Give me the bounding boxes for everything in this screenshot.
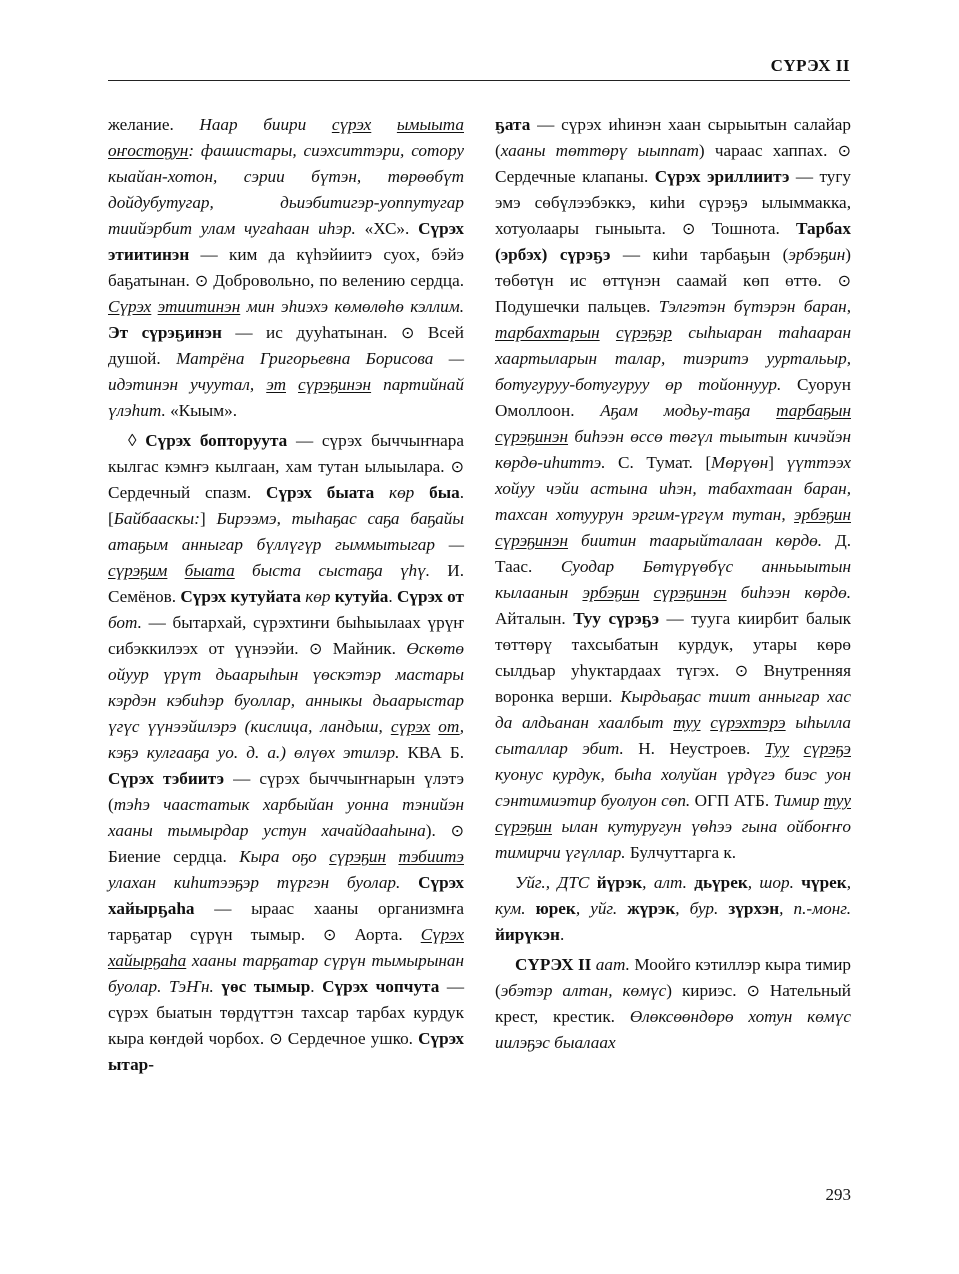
example-text: көр: [300, 587, 335, 606]
dictionary-paragraph: [108, 112, 464, 424]
headword: Сүрэх чопчута: [322, 977, 440, 996]
example-text: ыһылла сыталлар эбит.: [495, 713, 852, 758]
definition-text: — тууга киирбит балык төттөрү тахсыбатын курдук, утары көрө сылдьар уһуктардаах түгэх.: [495, 609, 852, 680]
example-text: сүрэҕим: [108, 561, 168, 580]
definition-text: — сүрэх быччыҥнара кылгас кэмҥэ кылгаан, хам тутан ылыылара.: [108, 431, 464, 476]
example-text: Байбааскы:: [113, 509, 200, 528]
right-column: [495, 112, 851, 1056]
definition-text: Аорта.: [336, 925, 421, 944]
russian-equivalent-marker-icon: ⊙: [837, 271, 851, 290]
definition-text: «Кыым».: [170, 401, 237, 420]
example-text: сүрэҕинэн: [495, 427, 569, 446]
example-text: Наар биири: [199, 115, 332, 134]
definition-text: Сердечное ушко.: [282, 1029, 419, 1048]
example-text: , кум.: [495, 873, 851, 918]
example-text: эрбэҕин: [582, 583, 640, 602]
headword: ҕата: [495, 115, 531, 134]
header-rule: [108, 80, 850, 81]
definition-text: ) төбөтүн ис өттүнэн саамай көп өттө.: [495, 245, 851, 290]
example-text: [371, 115, 397, 134]
definition-text: .: [559, 925, 565, 944]
example-text: сүрэҕинэн: [653, 583, 727, 602]
example-text: хааны төттөрү ыыппат: [500, 141, 699, 160]
definition-text: — ыраас хааны организмҥа тарҕатар сүрүн тымыр.: [108, 899, 464, 944]
example-text: сүрэх: [331, 115, 372, 134]
headword: СҮРЭХ II: [515, 955, 592, 974]
example-text: партийнай үлэһит.: [108, 375, 464, 420]
example-text: быата: [184, 561, 235, 580]
definition-text: КВА Б.: [407, 743, 464, 762]
headword: дьүрек: [694, 873, 748, 892]
russian-equivalent-marker-icon: ⊙: [734, 661, 749, 680]
headword: Сүрэх ытар-: [108, 1029, 464, 1074]
example-text: быста сыстаҕа үһү.: [234, 561, 448, 580]
example-text: сыһыаран таһааран хаартыларын талар, тиэритэ ууртальыр, ботугуруу-ботугуруу өр тойоннуур.: [495, 323, 851, 394]
running-head: СҮРЭХ II: [770, 56, 850, 75]
example-text: Мөрүөн: [711, 453, 769, 472]
definition-text: ОГП АТБ.: [694, 791, 774, 810]
example-text: ымыыта: [396, 115, 464, 134]
example-text: биитин таарыйталаан көрдө.: [568, 531, 835, 550]
dictionary-paragraph: [495, 112, 851, 866]
definition-text: Добровольно, по велению сердца.: [208, 271, 464, 290]
definition-text: Подушечки пальцев.: [495, 297, 659, 316]
left-column: [108, 112, 464, 1078]
definition-text: — ис дууһатынан.: [221, 323, 401, 342]
definition-text: ◊: [128, 431, 146, 450]
definition-text: Моойго кэтиллэр кыра тимир (: [495, 955, 852, 1000]
definition-text: — тугу эмэ сөбүлээбэккэ, киһи сүрэҕэ ылыммакка, хотуолаары гыныыта.: [495, 167, 851, 238]
example-text: сүрэхтэрэ: [710, 713, 786, 732]
example-text: [639, 583, 653, 602]
example-text: Бирээмэ, тыһаҕас саҕа баҕайы атаҕым анныгар бүллүгүр гыммытыгар —: [108, 509, 464, 554]
definition-text: «ХС».: [364, 219, 419, 238]
definition-text: — сүрэх быччыҥнарын үлэтэ (: [108, 769, 464, 814]
example-text: Тимир: [773, 791, 824, 810]
headword: үөс тымыр: [221, 977, 311, 996]
headword: юрек: [535, 899, 576, 918]
headword: кутуйа: [334, 587, 389, 606]
definition-text: — киһи тарбаҕын (: [610, 245, 789, 264]
definition-text: Сердечные клапаны.: [495, 167, 655, 186]
headword: йирүкэн: [495, 925, 560, 944]
headword: Сүрэх хайырҕаһа: [108, 873, 464, 918]
example-text: аат.: [591, 955, 630, 974]
example-text: Матрёна Григорьевна Борисова — идэтинэн учуутал,: [108, 349, 464, 394]
example-text: тэһэ чаастатык харбыйан уонна тэнийэн хааны тымырдар устун хачайдааһына: [108, 795, 464, 840]
example-text: тэбиитэ: [398, 847, 464, 866]
definition-text: Внутренняя воронка верши.: [495, 661, 851, 706]
example-text: ТэҤн.: [168, 977, 214, 996]
russian-equivalent-marker-icon: ⊙: [269, 1029, 283, 1048]
definition-text: ]: [199, 509, 217, 528]
example-text: этиитинэн: [157, 297, 241, 316]
definition-text: С. Тумат. [: [618, 453, 712, 472]
headword: Туу сүрэҕэ: [573, 609, 660, 628]
headword: зүрхэн: [728, 899, 780, 918]
dictionary-paragraph: [495, 870, 851, 948]
example-text: Сүрэх: [420, 925, 464, 944]
definition-text: — ким да күһэйиитэ суох, бэйэ баҕатынан.: [108, 245, 464, 290]
example-text: , бур.: [675, 899, 729, 918]
russian-equivalent-marker-icon: ⊙: [837, 141, 851, 160]
example-text: үүттээх хойуу чэйи астына иһэн, табахтаан баран, тахсан хотуурун эргим-үргүм тутан,: [495, 453, 851, 524]
example-text: Өлөксөөндөрө хотун көмүс иилэҕэс быалаах: [495, 1007, 851, 1052]
definition-text: Н. Неустроев.: [638, 739, 765, 758]
definition-text: И. Семёнов.: [108, 561, 464, 606]
example-text: Суодар Бөтүрүөбүс анньыытын кылаанын: [495, 557, 851, 602]
russian-equivalent-marker-icon: ⊙: [450, 457, 464, 476]
example-text: куонус курдук, быһа холуйан үрдүгэ биэс уон сэнтимиэтир буолуон сөп.: [495, 765, 851, 810]
headword: Тарбах (эрбэх) сүрэҕэ: [495, 219, 851, 264]
example-text: сүрэҕин: [329, 847, 387, 866]
example-text: [789, 739, 803, 758]
example-text: , шор.: [747, 873, 802, 892]
example-text: сүрэх: [390, 717, 431, 736]
definition-text: . [: [108, 483, 464, 528]
definition-text: .: [310, 977, 323, 996]
definition-text: .: [388, 587, 397, 606]
example-text: : фашистары, сиэхситтэри, сотору кыайан-хотон, сэрии бүтэн, төрөөбүт дойдубутугар, дьиэбитигэр-уоппутугар тиийэрбит улам чугаһаан иһэр.: [108, 141, 464, 238]
definition-text: Нательный крест, крестик.: [495, 981, 851, 1026]
headword: Сүрэх от: [396, 587, 464, 606]
definition-text: Булчуттарга к.: [629, 843, 737, 862]
definition-text: Сердечный спазм.: [108, 483, 267, 502]
page-number: 293: [825, 1185, 851, 1204]
russian-equivalent-marker-icon: ⊙: [746, 981, 760, 1000]
definition-text: Всей душой.: [108, 323, 465, 368]
definition-text: Д. Таас.: [495, 531, 851, 576]
example-text: оҥостоҕун: [108, 141, 189, 160]
example-text: туу: [823, 791, 851, 810]
example-text: эрбэҕин: [794, 505, 851, 524]
example-text: Тэлгэтэн бүтэрэн баран,: [658, 297, 851, 316]
example-text: сүрэҕин: [495, 817, 552, 836]
russian-equivalent-marker-icon: ⊙: [682, 219, 696, 238]
definition-text: Суорун Омоллоон.: [495, 375, 851, 420]
example-text: тарбахтарын: [495, 323, 600, 342]
example-text: [600, 323, 616, 342]
example-text: биһээн өссө төгүл тыытын кичэйэн көрдө-иһиттэ.: [495, 427, 851, 472]
definition-text: ) кириэс.: [666, 981, 747, 1000]
example-text: хайырҕаһа: [108, 951, 187, 970]
example-text: туу: [673, 713, 701, 732]
headword: Сүрэх тэбиитэ: [108, 769, 225, 788]
example-text: мин эһиэхэ көмөлөһө кэллим.: [240, 297, 465, 316]
headword: йүрэк: [596, 873, 643, 892]
russian-equivalent-marker-icon: ⊙: [308, 639, 323, 658]
example-text: Уйг., ДТС: [515, 873, 597, 892]
example-text: эт: [266, 375, 286, 394]
definition-text: — сүрэх иһинэн хаан сырыытын салайар (: [495, 115, 851, 160]
definition-text: — сүрэх быатын төрдүттэн тахсар тарбах курдук кыра көҥдөй чорбох.: [108, 977, 465, 1048]
example-text: [386, 847, 398, 866]
example-text: [167, 561, 184, 580]
dictionary-paragraph: [495, 952, 851, 1056]
example-text: , уйг.: [575, 899, 628, 918]
example-text: кислица, ландыш,: [250, 717, 391, 736]
definition-text: Тошнота.: [695, 219, 797, 238]
example-text: Кырдьаҕас тиит анныгар хас да алдьанан хаалбыт: [495, 687, 851, 732]
example-text: эбэтэр алтан, көмүс: [500, 981, 667, 1000]
definition-text: ) чараас хаппах.: [698, 141, 838, 160]
russian-equivalent-marker-icon: ⊙: [194, 271, 209, 290]
example-text: , алт.: [642, 873, 695, 892]
example-text: биһээн көрдө.: [726, 583, 852, 602]
example-text: [701, 713, 711, 732]
definition-text: ]: [768, 453, 787, 472]
example-text: хааны тарҕатар сүрүн тымырынан буолар.: [108, 951, 464, 996]
definition-text: желание.: [108, 115, 200, 134]
example-text: көр: [374, 483, 430, 502]
example-text: сүрэҕэ: [803, 739, 851, 758]
example-text: эрбэҕин: [788, 245, 846, 264]
example-text: [286, 375, 298, 394]
example-text: сүрэҕэр: [615, 323, 672, 342]
example-text: , кэҕэ кулгааҕа уо. д. а.) өлүөх этилэр.: [108, 717, 464, 762]
definition-text: Майник.: [322, 639, 407, 658]
headword: Сүрэх эриллиитэ: [654, 167, 790, 186]
russian-equivalent-marker-icon: ⊙: [323, 925, 337, 944]
definition-text: Биение сердца.: [108, 847, 240, 866]
example-text: от: [438, 717, 460, 736]
example-text: сүрэҕинэн: [495, 531, 569, 550]
example-text: Аҕам модьу-таҕа: [600, 401, 777, 420]
example-text: ылан кутуругун үөһээ гына ойбоҥҥо тимирчи үгүллар.: [495, 817, 851, 862]
example-text: Туу: [764, 739, 790, 758]
headword: Сүрэх быата: [266, 483, 375, 502]
headword: Сүрэх кутуйата: [180, 587, 301, 606]
example-text: , п.-монг.: [779, 899, 852, 918]
example-text: сүрэҕинэн: [298, 375, 372, 394]
russian-equivalent-marker-icon: ⊙: [400, 323, 415, 342]
headword: Сүрэх этиитинэн: [108, 219, 464, 264]
example-text: улахан киһитээҕэр түргэн буолар.: [108, 873, 419, 892]
page-header: [108, 56, 850, 78]
definition-text: Айталын.: [495, 609, 574, 628]
dictionary-paragraph: [108, 428, 464, 1078]
headword: чүрек: [801, 873, 847, 892]
example-text: Өскөтө ойуур үрүт дьаарыһын үөскэтэр мастары кэрдэн кэбиһэр буоллар, анныкы дьаарыстар үгүс үүнээйилэрэ (: [108, 639, 465, 736]
example-text: Кыра оҕо: [239, 847, 330, 866]
headword: Сүрэх бопторуута: [145, 431, 288, 450]
headword: Эт сүрэҕинэн: [108, 323, 222, 342]
example-text: тарбаҕын: [776, 401, 851, 420]
definition-text: ).: [425, 821, 451, 840]
definition-text: — бытархай, сүрэхтиҥи быһыылаах үрүҥ сибэккилээх от үүнээйи.: [108, 613, 464, 658]
example-text: бот.: [108, 613, 142, 632]
russian-equivalent-marker-icon: ⊙: [450, 821, 464, 840]
headword: жүрэк: [627, 899, 676, 918]
example-text: Сүрэх: [108, 297, 152, 316]
headword: быа: [429, 483, 460, 502]
